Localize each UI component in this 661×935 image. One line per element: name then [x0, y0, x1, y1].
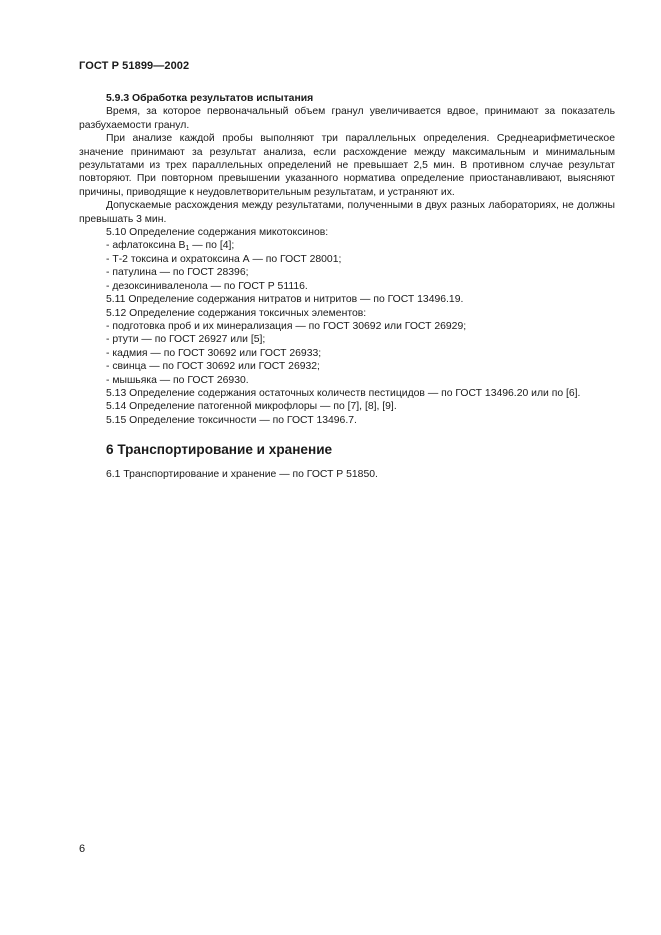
list-item-sample-prep: - подготовка проб и их минерализация — по ГОСТ 30692 или ГОСТ 26929; [106, 320, 467, 332]
section-title-6: 6 Транспортирование и хранение [106, 442, 333, 458]
list-item-deoxynivalenol: - дезоксиниваленола — по ГОСТ Р 51116. [106, 280, 308, 292]
clause-5-10: 5.10 Определение содержания микотоксинов: [106, 227, 329, 239]
paragraph-parallel-determinations: При анализе каждой пробы выполняют три параллельных определения. Среднеарифметическое значение принимают за результат анализа, если расхождение между максимальным и минимальным результатами из трех параллельных определений не превышает 2,5 мин. В противном случае результат повторяют. При повторном превышении указанного норматива определение приостанавливают, выясняют причины, приводящие к неудовлетворительным результатам, и устраняют их. [79, 133, 615, 198]
list-item-cadmium: - кадмия — по ГОСТ 30692 или ГОСТ 26933; [106, 347, 322, 359]
list-item-mercury: - ртути — по ГОСТ 26927 или [5]; [106, 334, 266, 346]
page-header: ГОСТ Р 51899—2002 [79, 60, 190, 72]
list-item-arsenic: - мышьяка — по ГОСТ 26930. [106, 374, 249, 386]
list-item-t2-toxin: - Т-2 токсина и охратоксина А — по ГОСТ 28001; [106, 253, 342, 265]
list-item-aflatoxin: - афлатоксина $В_1$ — по [4]; [106, 240, 235, 253]
subsection-heading-5-9-3: 5.9.3 Обработка результатов испытания [106, 93, 314, 104]
clause-5-15: 5.15 Определение токсичности — по ГОСТ 13496.7. [106, 414, 357, 426]
paragraph-swelling-time: Время, за которое первоначальный объем гранул увеличивается вдвое, принимают за показатель разбухаемости гранул. [79, 106, 615, 131]
document-body [79, 92, 615, 481]
list-item-lead: - свинца — по ГОСТ 30692 или ГОСТ 26932; [106, 361, 320, 373]
clause-5-13: 5.13 Определение содержания остаточных количеств пестицидов — по ГОСТ 13496.20 или по [6]. [106, 387, 581, 399]
clause-5-12: 5.12 Определение содержания токсичных элементов: [106, 307, 367, 319]
paragraph-lab-discrepancy: Допускаемые расхождения между результатами, полученными в двух разных лабораториях, не должны превышать 3 мин. [79, 200, 615, 225]
clause-6-1: 6.1 Транспортирование и хранение — по ГОСТ Р 51850. [106, 468, 378, 480]
list-item-patulin: - патулина — по ГОСТ 28396; [106, 267, 249, 279]
page-number: 6 [79, 843, 86, 855]
clause-5-11: 5.11 Определение содержания нитратов и нитритов — по ГОСТ 13496.19. [106, 294, 464, 306]
clause-5-14: 5.14 Определение патогенной микрофлоры — по [7], [8], [9]. [106, 401, 397, 413]
